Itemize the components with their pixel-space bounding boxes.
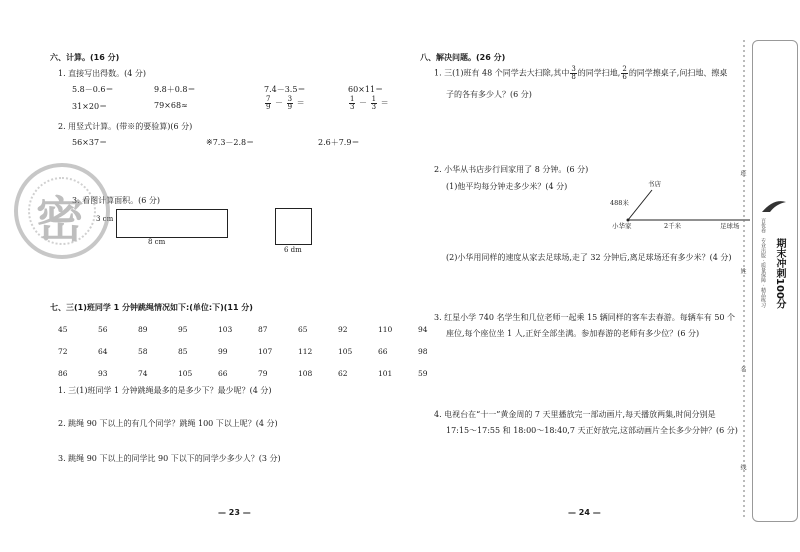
- calc-item: 7.4－3.5＝: [264, 85, 306, 94]
- q8-3-line1: 3. 红星小学 740 名学生和几位老师一起乘 15 辆同样的客车去春游。每辆车有 50 个: [434, 313, 736, 322]
- spine-char-name: 姓: [739, 268, 746, 274]
- table-cell: 112: [298, 346, 313, 356]
- q8-3-line2: 座位,每个座位坐 1 人,正好全部坐满。参加春游的老师有多少位？(6 分): [446, 329, 700, 338]
- table-cell: 94: [418, 324, 428, 334]
- fraction-expr-a: [264, 96, 305, 111]
- denominator: 6: [622, 73, 627, 81]
- area-rectangle: [116, 209, 228, 238]
- page-number-left: — 23 —: [218, 508, 251, 517]
- brand-slogan: 专业出版 · 质量保障 · 精品练习: [760, 238, 766, 308]
- q6-1-label: 1. 直接写出得数。(4 分): [58, 69, 147, 78]
- table-cell: 105: [338, 346, 353, 356]
- brand-logo-icon: [760, 196, 788, 216]
- table-cell: 103: [218, 324, 233, 334]
- q7-2: 2. 跳绳 90 下以上的有几个同学？跳绳 100 下以上呢？(4 分): [58, 419, 278, 428]
- table-cell: 59: [418, 368, 428, 378]
- table-cell: 64: [98, 346, 108, 356]
- q8-1-mid: 的同学扫地,: [577, 68, 621, 78]
- numerator: 1: [371, 95, 377, 103]
- numerator: 7: [266, 95, 271, 103]
- table-cell: 79: [258, 368, 268, 378]
- numerator: 3: [571, 65, 576, 73]
- table-cell: 101: [378, 368, 393, 378]
- home-label: 小华家: [612, 222, 632, 230]
- rect-width-label: 8 cm: [148, 238, 166, 246]
- equals: ＝: [296, 98, 305, 108]
- table-cell: 65: [298, 324, 308, 334]
- table-row: [58, 362, 458, 384]
- table-cell: 108: [298, 368, 313, 378]
- spine-char-line: 名: [739, 366, 746, 372]
- dotted-binding-line: [742, 40, 746, 520]
- table-cell: 95: [178, 324, 188, 334]
- calc-item: 9.8＋0.8＝: [154, 85, 196, 94]
- denominator: 3: [371, 103, 377, 111]
- q8-4-line1: 4. 电视台在“十一”黄金周的 7 天里播放完一部动画片,每天播放两集,时间分别是: [434, 410, 716, 419]
- numerator: 2: [622, 65, 627, 73]
- fraction: [265, 96, 271, 111]
- fraction: [570, 66, 576, 81]
- fraction: [287, 96, 293, 111]
- q8-2-sub2: (2)小华用同样的速度从家去足球场,走了 32 分钟后,离足球场还有多少米？(4 分): [446, 253, 732, 262]
- section-6-title: 六、计算。(16 分): [50, 53, 120, 62]
- rect-height-label: 3 cm: [96, 215, 114, 223]
- q8-1-line2: 子的各有多少人？(6 分): [446, 90, 532, 99]
- equals: ＝: [380, 98, 389, 108]
- bookstore-label: 书店: [648, 180, 661, 188]
- square-side-label: 6 dm: [284, 246, 302, 254]
- q6-2-label: 2. 用竖式计算。(带※的要验算)(6 分): [58, 122, 193, 131]
- table-cell: 66: [378, 346, 388, 356]
- table-row: [58, 318, 458, 340]
- table-cell: 107: [258, 346, 273, 356]
- table-cell: 89: [138, 324, 148, 334]
- q8-2-sub1: (1)他平均每分钟走多少米？(4 分): [446, 182, 568, 191]
- table-cell: 56: [98, 324, 108, 334]
- numerator: 3: [287, 95, 293, 103]
- area-square: [275, 208, 312, 245]
- dist-2km-label: 2千米: [664, 222, 682, 230]
- vertical-calc-item: 2.6＋7.9＝: [318, 138, 360, 147]
- secret-stamp: [14, 163, 110, 259]
- table-cell: 72: [58, 346, 68, 356]
- table-row: [58, 340, 458, 362]
- spine-char-class: 班: [739, 170, 746, 176]
- table-cell: 105: [178, 368, 193, 378]
- q6-3-label: 3. 看图计算面积。(6 分): [72, 196, 161, 205]
- denominator: 8: [571, 73, 576, 81]
- q8-1-line1: [434, 66, 727, 81]
- table-cell: 99: [218, 346, 228, 356]
- calc-item: 5.8－0.6＝: [72, 85, 114, 94]
- stamp-char: 密: [36, 192, 85, 248]
- q8-1-post: 的同学擦桌子,问扫地、擦桌: [628, 68, 728, 78]
- section-7-title: 七、三(1)班同学 1 分钟跳绳情况如下:(单位:下)(11 分): [50, 303, 253, 312]
- q8-2-line1: 2. 小华从书店步行回家用了 8 分钟。(6 分): [434, 165, 589, 174]
- fraction: [371, 96, 377, 111]
- jump-rope-table: [58, 318, 458, 384]
- denominator: 3: [350, 103, 355, 111]
- brand-small-label: 百优卷: [760, 218, 766, 233]
- q8-1-pre: 1. 三(1)班有 48 个同学去大扫除,其中: [434, 68, 570, 78]
- table-cell: 92: [338, 324, 348, 334]
- table-cell: 74: [138, 368, 148, 378]
- denominator: 9: [266, 103, 271, 111]
- field-label: 足球场: [720, 222, 740, 230]
- table-cell: 58: [138, 346, 148, 356]
- table-cell: 86: [58, 368, 68, 378]
- dist-488m-label: 488米: [610, 199, 629, 207]
- operator: －: [275, 98, 284, 108]
- q7-1: 1. 三(1)班同学 1 分钟跳绳最多的是多少下？最少呢？(4 分): [58, 386, 272, 395]
- fraction: [349, 96, 355, 111]
- calc-item: 31×20＝: [72, 102, 108, 111]
- q7-3: 3. 跳绳 90 下以上的同学比 90 下以下的同学少多少人？(3 分): [58, 454, 281, 463]
- table-cell: 85: [178, 346, 188, 356]
- table-cell: 93: [98, 368, 108, 378]
- table-cell: 87: [258, 324, 268, 334]
- table-cell: 45: [58, 324, 68, 334]
- calc-item: 60×11＝: [348, 85, 384, 94]
- q8-4-line2: 17:15～17:55 和 18:00～18:40,7 天正好放完,这部动画片全长多少分钟？(6 分): [446, 426, 738, 435]
- operator: －: [359, 98, 368, 108]
- page-number-right: — 24 —: [568, 508, 601, 517]
- table-cell: 110: [378, 324, 393, 334]
- denominator: 9: [287, 103, 293, 111]
- calc-item: 79×68≈: [154, 101, 188, 110]
- table-cell: 62: [338, 368, 348, 378]
- spine-char-extra: 线: [739, 464, 746, 470]
- table-cell: 98: [418, 346, 428, 356]
- numerator: 1: [350, 95, 355, 103]
- brand-title: 期末冲刺100分: [774, 238, 785, 309]
- section-8-title: 八、解决问题。(26 分): [420, 53, 506, 62]
- vertical-calc-item: 56×37＝: [72, 138, 108, 147]
- table-cell: 66: [218, 368, 228, 378]
- fraction-expr-b: [348, 96, 389, 111]
- fraction: [621, 66, 627, 81]
- vertical-calc-item: ※7.3－2.8＝: [206, 138, 255, 147]
- route-line-bookstore: [628, 190, 652, 220]
